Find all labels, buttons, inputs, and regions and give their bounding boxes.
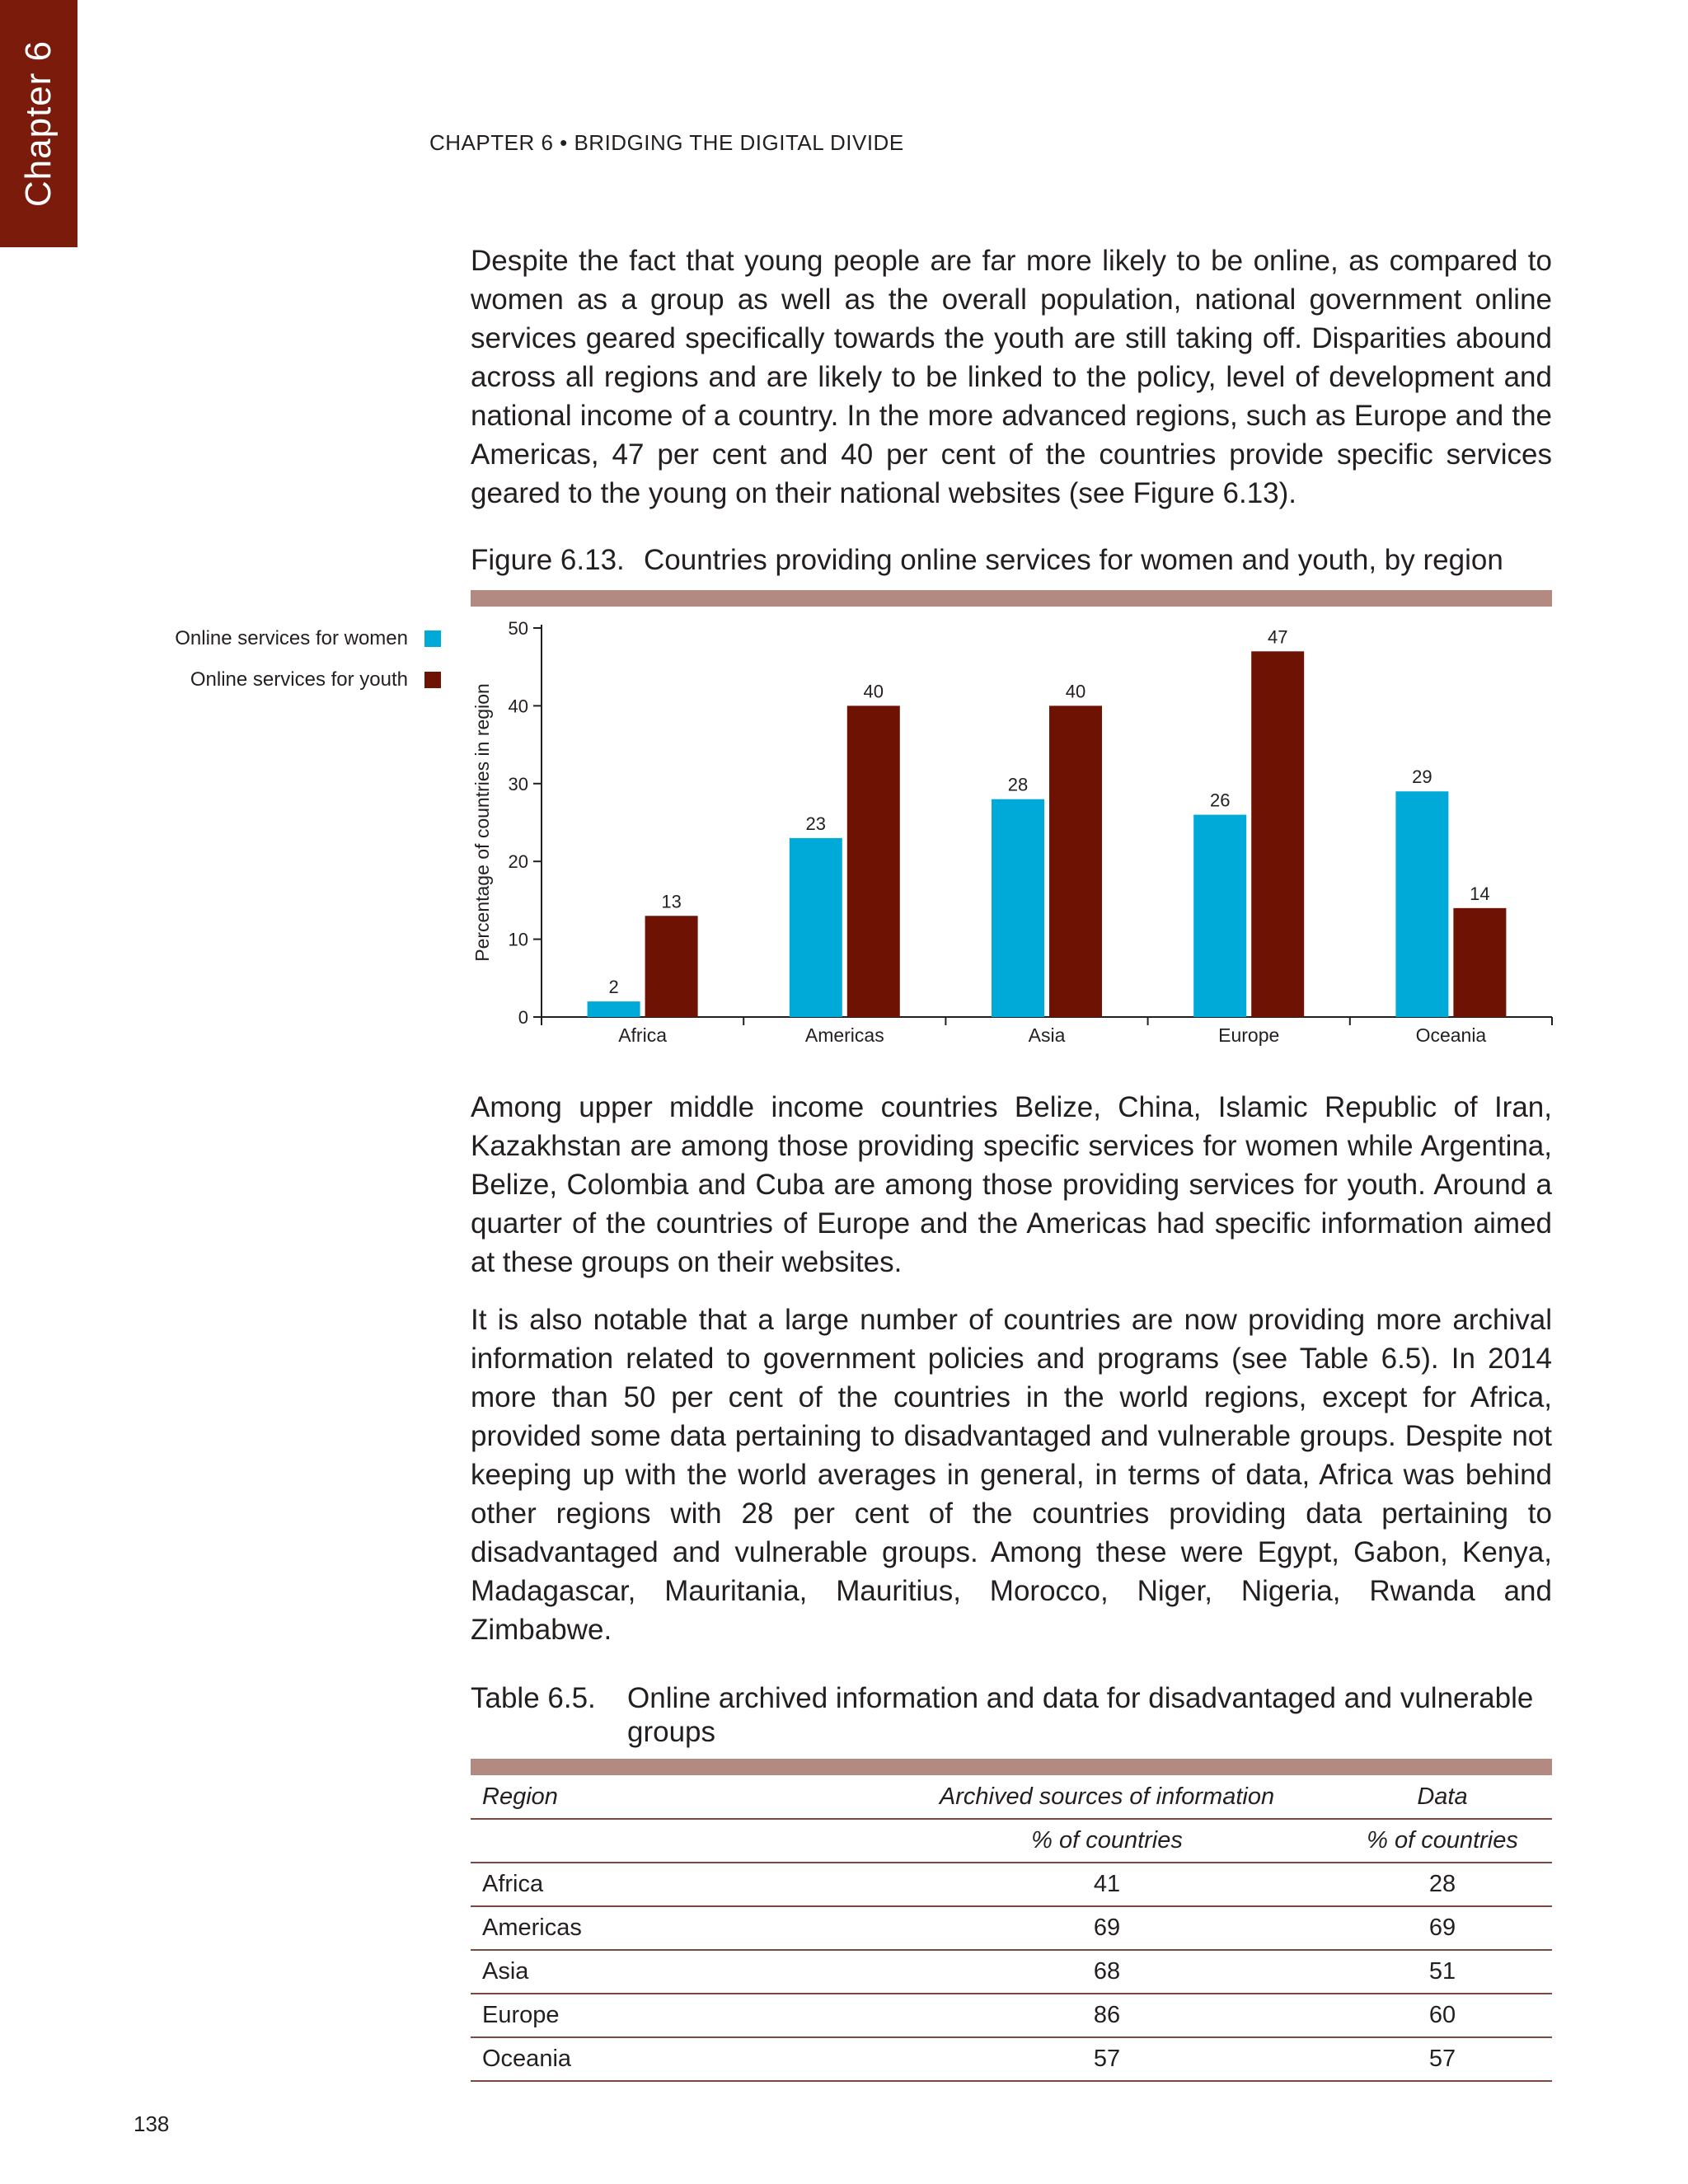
- header-region: Region: [471, 1776, 881, 1819]
- bar-chart: [462, 610, 1566, 1055]
- y-tick-label: 10: [508, 929, 528, 950]
- legend-swatch-women: [424, 630, 441, 647]
- data-label-youth: 47: [1267, 626, 1288, 648]
- bar-youth: [645, 916, 698, 1017]
- data-label-women: 23: [805, 813, 827, 834]
- y-tick-label: 0: [518, 1007, 528, 1028]
- cell-data: 69: [1333, 1906, 1552, 1950]
- y-tick-label: 20: [508, 851, 528, 873]
- cell-archived: 68: [881, 1950, 1333, 1994]
- x-tick-label: Asia: [1028, 1024, 1066, 1046]
- subheader-region: [471, 1819, 881, 1863]
- cell-data: 51: [1333, 1950, 1552, 1994]
- table-number: Table 6.5.: [471, 1682, 596, 1714]
- subheader-data: % of countries: [1333, 1819, 1552, 1863]
- cell-region: Oceania: [471, 2037, 881, 2081]
- body-paragraph-3: It is also notable that a large number of countries are now providing more archival information related to government policies and programs (see Table 6.5). In 2014 more than 50 per cent of the countries in the world regions, except for Africa, provided some data pertaining to disadvantaged and vulnerable groups. Despite not keeping up with the world averages in general, in terms of data, Africa was behind other regions with 28 per cent of the countries providing data pertaining to disadvantaged and vulnerable groups. Among these were Egypt, Gabon, Kenya, Madagascar, Mauritania, Mauritius, Morocco, Niger, Nigeria, Rwanda and Zimbabwe.: [471, 1304, 1552, 1646]
- chapter-tab-label: Chapter 6: [18, 40, 59, 208]
- header-archived: Archived sources of information: [881, 1776, 1333, 1819]
- x-tick-label: Africa: [618, 1024, 667, 1046]
- bar-youth: [1251, 651, 1304, 1017]
- legend-item-youth: [124, 659, 441, 701]
- table-row: [471, 2037, 1552, 2081]
- bar-youth: [1453, 908, 1506, 1017]
- legend-item-women: [124, 618, 441, 659]
- legend-swatch-youth: [424, 672, 441, 688]
- cell-region: Africa: [471, 1863, 881, 1906]
- table-row: [471, 1994, 1552, 2037]
- data-table: [471, 1776, 1552, 2082]
- data-label-women: 29: [1412, 766, 1432, 788]
- page-number: 138: [134, 2111, 170, 2136]
- cell-archived: 69: [881, 1906, 1333, 1950]
- bar-women: [992, 799, 1044, 1017]
- figure-caption: [471, 544, 1552, 577]
- table-title: Online archived information and data for disadvantaged and vulnerable groups: [627, 1682, 1534, 1748]
- running-head: CHAPTER 6 • BRIDGING THE DIGITAL DIVIDE: [429, 130, 904, 155]
- table-row: [471, 1950, 1552, 1994]
- y-tick-label: 50: [508, 618, 528, 639]
- data-label-women: 2: [608, 977, 619, 998]
- figure-rule: [471, 590, 1552, 607]
- x-tick-label: Europe: [1218, 1024, 1280, 1046]
- data-label-youth: 14: [1470, 883, 1490, 904]
- cell-data: 60: [1333, 1994, 1552, 2037]
- bar-women: [1193, 815, 1246, 1017]
- subheader-archived: % of countries: [881, 1819, 1333, 1863]
- cell-region: Europe: [471, 1994, 881, 2037]
- chapter-tab: [0, 0, 77, 247]
- y-axis-title: Percentage of countries in region: [471, 683, 493, 962]
- y-tick-label: 40: [508, 696, 528, 717]
- body-paragraph-1: Despite the fact that young people are far more likely to be online, as compared to women as a group as well as the overall population, national government online services geared specifically towards the youth are still taking off. Disparities abound across all regions and are likely to be linked to the policy, level of development and national income of a country. In the more advanced regions, such as Europe and the Americas, 47 per cent and 40 per cent of the countries provide specific services geared to the young on their national websites (see Figure 6.13).: [471, 245, 1552, 509]
- table-subheader-row: [471, 1819, 1552, 1863]
- cell-data: 57: [1333, 2037, 1552, 2081]
- legend-label-youth: Online services for youth: [190, 668, 408, 691]
- data-label-youth: 40: [1065, 681, 1086, 702]
- bar-women: [1395, 791, 1448, 1017]
- table-rule: [471, 1759, 1552, 1775]
- bar-women: [790, 838, 842, 1017]
- table-header-row: [471, 1776, 1552, 1819]
- data-label-youth: 13: [661, 891, 682, 912]
- x-tick-label: Americas: [804, 1024, 884, 1046]
- table-caption: [471, 1681, 1552, 1749]
- chart-legend: [124, 618, 441, 701]
- body-paragraph-2: Among upper middle income countries Belize, China, Islamic Republic of Iran, Kazakhstan are among those providing specific services for women while Argentina, Belize, Colombia and Cuba are among those providing services for youth. Around a quarter of the countries of Europe and the Americas had specific information aimed at these groups on their websites.: [471, 1091, 1552, 1278]
- cell-region: Asia: [471, 1950, 881, 1994]
- figure-title: Countries providing online services for women and youth, by region: [644, 544, 1503, 576]
- table-row: [471, 1906, 1552, 1950]
- header-data: Data: [1333, 1776, 1552, 1819]
- cell-data: 28: [1333, 1863, 1552, 1906]
- data-label-women: 26: [1209, 790, 1231, 811]
- bar-youth: [1049, 705, 1102, 1017]
- legend-label-women: Online services for women: [175, 627, 408, 649]
- cell-archived: 41: [881, 1863, 1333, 1906]
- figure-number: Figure 6.13.: [471, 544, 625, 576]
- cell-archived: 86: [881, 1994, 1333, 2037]
- x-tick-label: Oceania: [1415, 1024, 1487, 1046]
- y-tick-label: 30: [508, 773, 528, 794]
- bar-youth: [847, 705, 900, 1017]
- cell-archived: 57: [881, 2037, 1333, 2081]
- data-label-youth: 40: [863, 681, 884, 702]
- bar-women: [588, 1001, 640, 1017]
- cell-region: Americas: [471, 1906, 881, 1950]
- data-label-women: 28: [1007, 774, 1029, 795]
- table-row: [471, 1863, 1552, 1906]
